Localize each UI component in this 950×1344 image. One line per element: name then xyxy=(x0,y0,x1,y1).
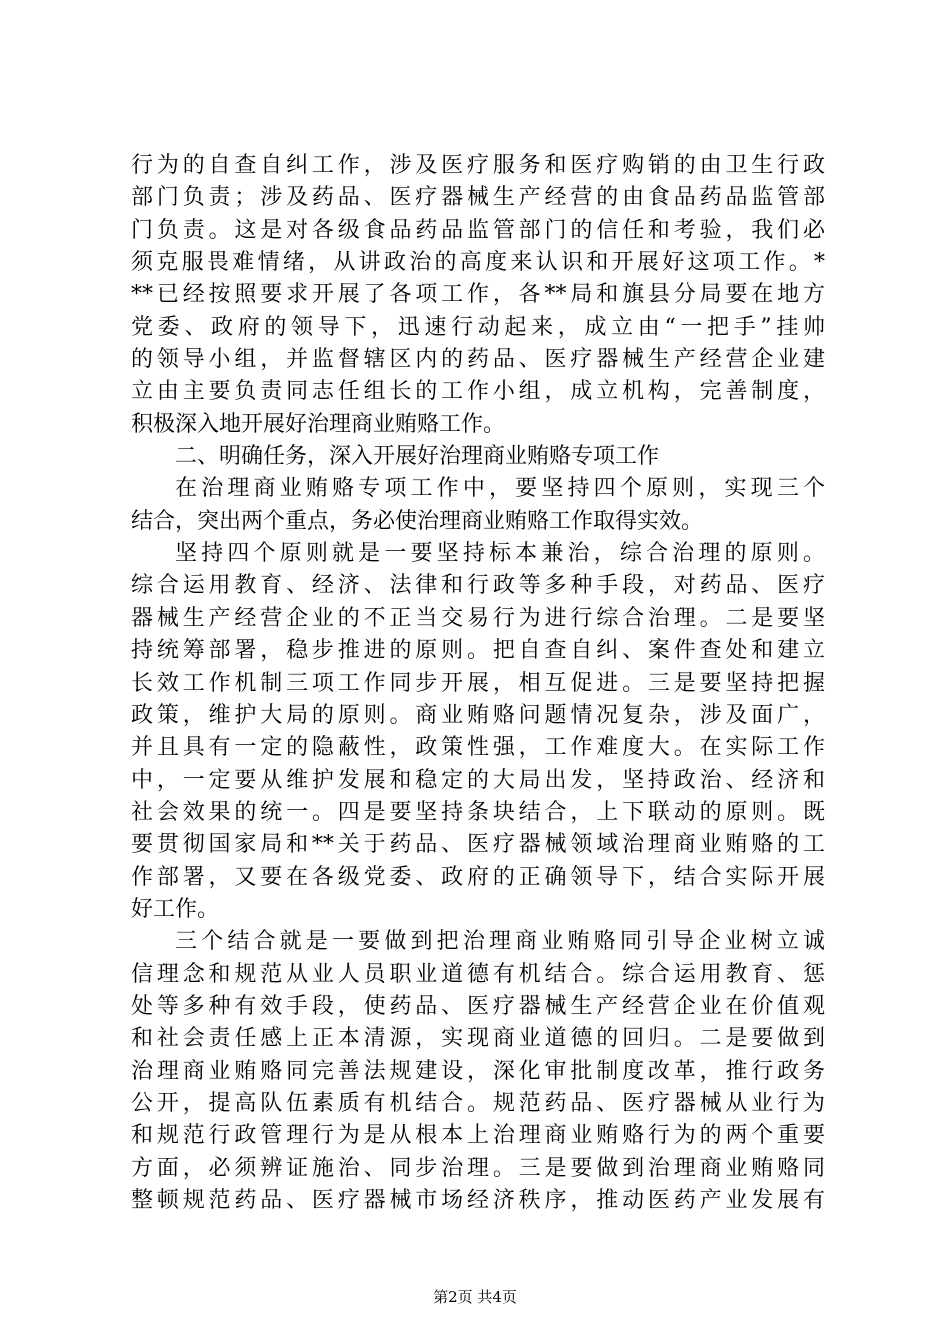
text-line: 好工作。 xyxy=(131,896,220,922)
text-line: 和社会责任感上正本清源，实现商业道德的回归。二是要做到 xyxy=(131,1026,825,1052)
text-line: 的领导小组，并监督辖区内的药品、医疗器械生产经营企业建 xyxy=(131,347,825,373)
text-line: 结合，突出两个重点，务必使治理商业贿赂工作取得实效。 xyxy=(131,508,704,534)
text-line: **已经按照要求开展了各项工作，各**局和旗县分局要在地方 xyxy=(131,282,825,308)
text-line: 长效工作机制三项工作同步开展，相互促进。三是要坚持把握 xyxy=(131,670,825,696)
text-line: 坚持四个原则就是一要坚持标本兼治，综合治理的原则。 xyxy=(175,541,825,567)
text-line: 作部署，又要在各级党委、政府的正确领导下，结合实际开展 xyxy=(131,864,825,890)
text-line: 并且具有一定的隐蔽性，政策性强，工作难度大。在实际工作 xyxy=(131,735,825,761)
text-line: 门负责。这是对各级食品药品监管部门的信任和考验，我们必 xyxy=(131,217,825,243)
text-line: 治理商业贿赂同完善法规建设，深化审批制度改革，推行政务 xyxy=(131,1058,825,1084)
text-line: 立由主要负责同志任组长的工作小组，成立机构，完善制度， xyxy=(131,379,825,405)
text-line: 中，一定要从维护发展和稳定的大局出发，坚持政治、经济和 xyxy=(131,767,825,793)
text-line: 整顿规范药品、医疗器械市场经济秩序，推动医药产业发展有 xyxy=(131,1188,825,1213)
text-line: 在治理商业贿赂专项工作中，要坚持四个原则，实现三个 xyxy=(175,476,825,502)
text-line: 综合运用教育、经济、法律和行政等多种手段，对药品、医疗 xyxy=(131,573,825,599)
text-line: 须克服畏难情绪，从讲政治的高度来认识和开展好这项工作。* xyxy=(131,250,825,276)
text-line: 党委、政府的领导下，迅速行动起来，成立由“一把手”挂帅 xyxy=(131,314,825,340)
text-line: 处等多种有效手段，使药品、医疗器械生产经营企业在价值观 xyxy=(131,993,825,1019)
text-line: 和规范行政管理行为是从根本上治理商业贿赂行为的两个重要 xyxy=(131,1123,825,1149)
text-line: 公开，提高队伍素质有机结合。规范药品、医疗器械从业行为 xyxy=(131,1090,825,1116)
text-line: 三个结合就是一要做到把治理商业贿赂同引导企业树立诚 xyxy=(175,929,825,955)
text-line: 持统筹部署，稳步推进的原则。把自查自纠、案件查处和建立 xyxy=(131,638,825,664)
text-line: 行为的自查自纠工作，涉及医疗服务和医疗购销的由卫生行政 xyxy=(131,153,825,178)
text-line: 方面，必须辨证施治、同步治理。三是要做到治理商业贿赂同 xyxy=(131,1155,825,1181)
text-line: 部门负责；涉及药品、医疗器械生产经营的由食品药品监管部 xyxy=(131,185,825,211)
text-line: 信理念和规范从业人员职业道德有机结合。综合运用教育、惩 xyxy=(131,961,825,987)
text-line: 要贯彻国家局和**关于药品、医疗器械领域治理商业贿赂的工 xyxy=(131,832,825,858)
section-heading: 二、明确任务，深入开展好治理商业贿赂专项工作 xyxy=(175,444,660,470)
text-line: 器械生产经营企业的不正当交易行为进行综合治理。二是要坚 xyxy=(131,605,825,631)
text-line: 政策，维护大局的原则。商业贿赂问题情况复杂，涉及面广， xyxy=(131,702,825,728)
text-line: 社会效果的统一。四是要坚持条块结合，上下联动的原则。既 xyxy=(131,799,825,825)
text-line: 积极深入地开展好治理商业贿赂工作。 xyxy=(131,411,506,437)
page-number-footer: 第2页 共4页 xyxy=(433,1288,517,1306)
body-text xyxy=(131,150,825,1217)
